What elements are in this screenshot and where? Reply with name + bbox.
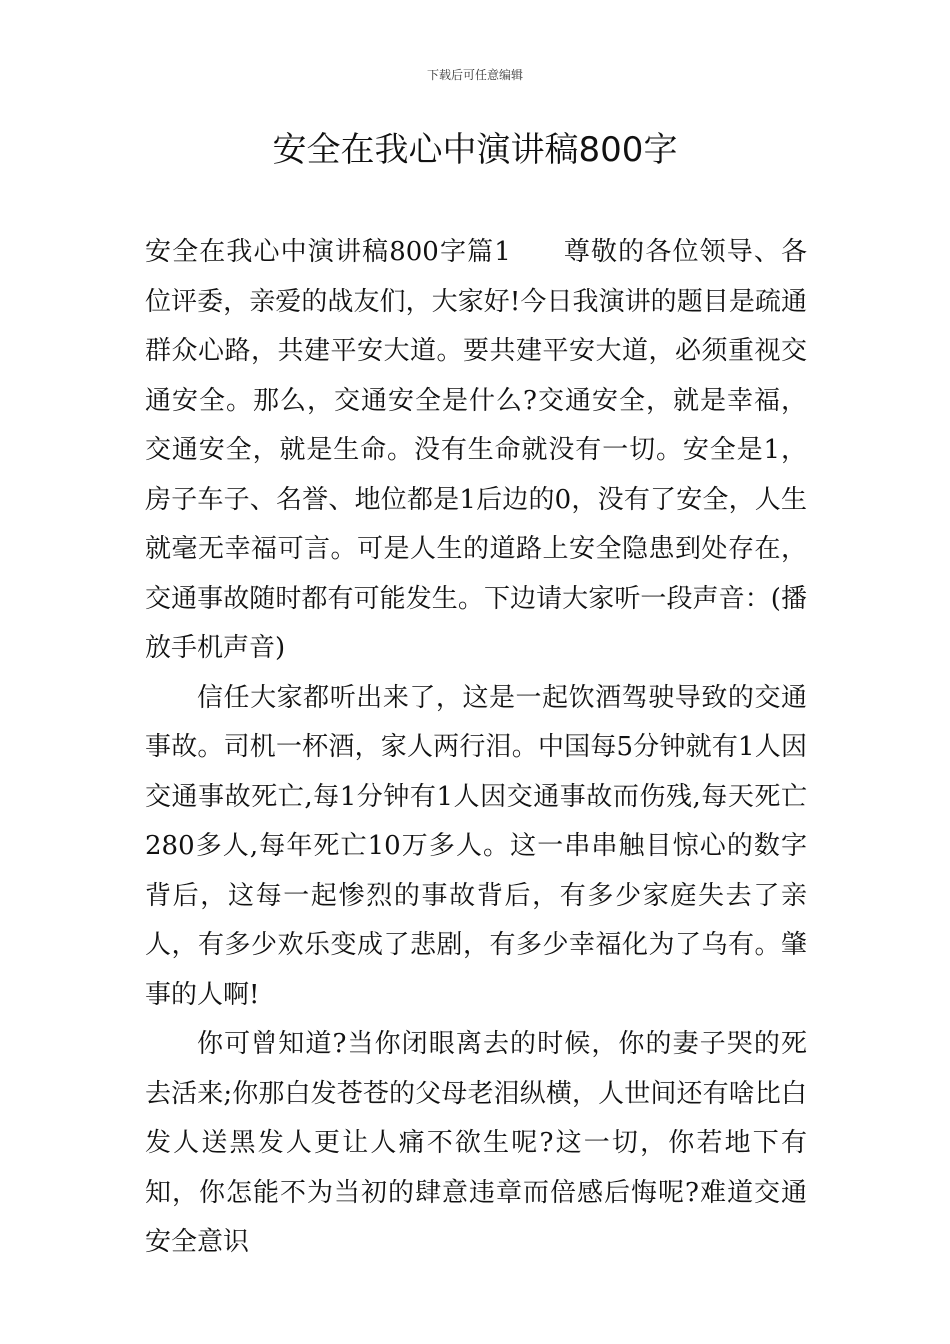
paragraph-2: 信任大家都听出来了，这是一起饮酒驾驶导致的交通事故。司机一杯酒，家人两行泪。中国每5分钟就有1人因交通事故死亡,每1分钟有1人因交通事故而伤残,每天死亡280多人,每年死亡10万多人。这一串串触目惊心的数字背后，这每一起惨烈的事故背后，有多少家庭失去了亲人，有多少欢乐变成了悲剧，有多少幸福化为了乌有。肇事的人啊!: [145, 682, 807, 1010]
paragraph-1: [145, 228, 807, 674]
document-body: [145, 228, 807, 1268]
document-title: 安全在我心中演讲稿800字: [272, 130, 678, 170]
header-note: 下载后可任意编辑: [426, 68, 523, 82]
paragraph-3: 你可曾知道?当你闭眼离去的时候，你的妻子哭的死去活来;你那白发苍苍的父母老泪纵横，人世间还有啥比白发人送黑发人更让人痛不欲生呢?这一切，你若地下有知，你怎能不为当初的肆意违章而倍感后悔呢?难道交通安全意识: [145, 1029, 807, 1257]
section-label: 安全在我心中演讲稿800字篇1: [145, 237, 511, 267]
paragraph-1-text: 尊敬的各位领导、各位评委，亲爱的战友们，大家好!今日我演讲的题目是疏通群众心路，共建平安大道。要共建平安大道，必须重视交通安全。那么，交通安全是什么?交通安全，就是幸福，交通安全，就是生命。没有生命就没有一切。安全是1，房子车子、名誉、地位都是1后边的0，没有了安全，人生就毫无幸福可言。可是人生的道路上安全隐患到处存在，交通事故随时都有可能发生。下边请大家听一段声音：(播放手机声音): [145, 237, 807, 663]
